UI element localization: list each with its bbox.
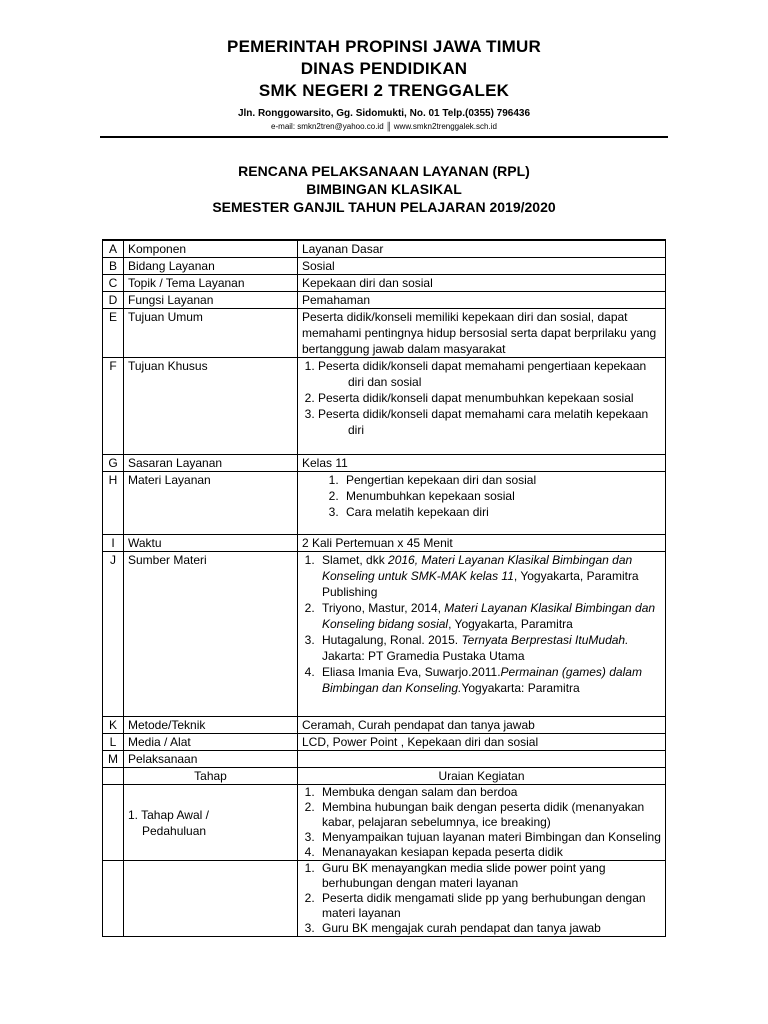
table-row (103, 455, 666, 472)
table-row (103, 751, 666, 768)
table-row (103, 535, 666, 552)
source-publisher: Jakarta: PT Gramedia Pustaka Utama (322, 649, 525, 663)
stage-label-line-1: 1. Tahap Awal / (128, 807, 209, 822)
row-value (298, 751, 666, 768)
table-row (103, 309, 666, 358)
col-header-uraian: Uraian Kegiatan (298, 768, 666, 785)
list-item: 1. Pengertian kepekaan diri dan sosial (342, 472, 661, 488)
row-code: H (103, 472, 124, 535)
source-publisher: Yogyakarta: Paramitra (461, 681, 580, 695)
list-item (318, 552, 661, 600)
sources-list (302, 552, 661, 696)
table-row (103, 292, 666, 309)
source-author: Eliasa Imania Eva, Suwarjo.2011. (322, 665, 501, 679)
activities-list (302, 861, 661, 936)
source-publisher: , Yogyakarta, Paramitra Publishing (322, 569, 639, 599)
row-value: 2 Kali Pertemuan x 45 Menit (298, 535, 666, 552)
list-item: 4. Menanayakan kesiapan kepada peserta didik (318, 845, 661, 860)
letterhead-divider (100, 136, 668, 138)
source-author: Slamet, dkk (322, 553, 389, 567)
letterhead-line-3: SMK NEGERI 2 TRENGGALEK (258, 81, 510, 100)
document-title (0, 162, 768, 216)
row-label: Topik / Tema Layanan (124, 275, 298, 292)
row-code: K (103, 717, 124, 734)
row-label: Tujuan Khusus (124, 358, 298, 455)
row-code: E (103, 309, 124, 358)
stage-activities (298, 785, 666, 861)
row-code: A (103, 240, 124, 258)
list-item: 3. Peserta didik/konseli dapat memahami cara melatih kepekaan diri (318, 406, 661, 438)
title-line-1: RENCANA PELAKSANAAN LAYANAN (RPL) (238, 163, 530, 179)
title-line-2: BIMBINGAN KLASIKAL (306, 181, 462, 197)
row-code: G (103, 455, 124, 472)
row-label: Bidang Layanan (124, 258, 298, 275)
row-value: Pemahaman (298, 292, 666, 309)
table-row (103, 785, 666, 861)
row-value (298, 552, 666, 717)
letterhead-address: Jln. Ronggowarsito, Gg. Sidomukti, No. 01 Telp.(0355) 796436 (237, 108, 531, 119)
stage-activities (298, 861, 666, 937)
rpl-table (102, 239, 666, 937)
row-label: Waktu (124, 535, 298, 552)
row-code: J (103, 552, 124, 717)
row-value: Ceramah, Curah pendapat dan tanya jawab (298, 717, 666, 734)
list-item: 1. Membuka dengan salam dan berdoa (318, 785, 661, 800)
row-code (103, 768, 124, 785)
row-label: Media / Alat (124, 734, 298, 751)
row-value: Peserta didik/konseli memiliki kepekaan diri dan sosial, dapat memahami pentingnya hidup bersosial serta dapat berprilaku yang bertanggung jawab dalam masyarakat (298, 309, 666, 358)
list-item: 3. Guru BK mengajak curah pendapat dan tanya jawab (318, 921, 661, 936)
row-label: Pelaksanaan (124, 751, 298, 768)
letterhead-line-2: DINAS PENDIDIKAN (300, 59, 468, 78)
row-code: L (103, 734, 124, 751)
row-label: Metode/Teknik (124, 717, 298, 734)
letterhead (0, 36, 768, 102)
row-value (298, 472, 666, 535)
list-item (318, 600, 661, 632)
stage-label (124, 861, 298, 937)
materials-list (302, 472, 661, 520)
list-item (318, 632, 661, 664)
table-row (103, 240, 666, 258)
letterhead-contact: e-mail: smkn2tren@yahoo.co.id ║ www.smkn2trenggalek.sch.id (271, 122, 497, 131)
row-label: Sasaran Layanan (124, 455, 298, 472)
list-item: 2. Peserta didik/konseli dapat menumbuhkan kepekaan sosial (318, 390, 661, 406)
objectives-list (302, 358, 661, 438)
row-label: Komponen (124, 240, 298, 258)
source-author: Triyono, Mastur, 2014, (322, 601, 445, 615)
row-label: Fungsi Layanan (124, 292, 298, 309)
list-item: 3. Cara melatih kepekaan diri (342, 504, 661, 520)
table-row (103, 258, 666, 275)
row-code: M (103, 751, 124, 768)
source-author: Hutagalung, Ronal. 2015. (322, 633, 462, 647)
letterhead-line-1: PEMERINTAH PROPINSI JAWA TIMUR (227, 37, 541, 56)
title-line-3: SEMESTER GANJIL TAHUN PELAJARAN 2019/2020 (212, 199, 556, 215)
row-value (298, 358, 666, 455)
row-value: Layanan Dasar (298, 240, 666, 258)
row-code: F (103, 358, 124, 455)
list-item: 2. Peserta didik mengamati slide pp yang berhubungan dengan materi layanan (318, 891, 661, 921)
row-code (103, 861, 124, 937)
table-row (103, 768, 666, 785)
row-value: Sosial (298, 258, 666, 275)
row-code: B (103, 258, 124, 275)
table-row (103, 358, 666, 455)
list-item: 1. Peserta didik/konseli dapat memahami pengertiaan kepekaan diri dan sosial (318, 358, 661, 390)
source-title: Materi Layanan Klasikal Bimbingan dan Konseling bidang sosial (322, 601, 656, 631)
table-row (103, 552, 666, 717)
col-header-tahap: Tahap (124, 768, 298, 785)
row-code: D (103, 292, 124, 309)
row-label: Tujuan Umum (124, 309, 298, 358)
table-row (103, 861, 666, 937)
source-title: 2016, Materi Layanan Klasikal Bimbingan dan Konseling untuk SMK-MAK kelas 11 (322, 553, 633, 583)
list-item: 1. Guru BK menayangkan media slide power point yang berhubungan dengan materi layanan (318, 861, 661, 891)
row-value: LCD, Power Point , Kepekaan diri dan sosial (298, 734, 666, 751)
row-value: Kepekaan diri dan sosial (298, 275, 666, 292)
row-code (103, 785, 124, 861)
table-row (103, 275, 666, 292)
list-item: 3. Menyampaikan tujuan layanan materi Bimbingan dan Konseling (318, 830, 661, 845)
table-row (103, 734, 666, 751)
list-item: 2. Menumbuhkan kepekaan sosial (342, 488, 661, 504)
source-title: Ternyata Berprestasi ItuMudah. (461, 633, 629, 647)
source-publisher: , Yogyakarta, Paramitra (448, 617, 573, 631)
stage-label-line-2: Pedahuluan (142, 823, 207, 838)
row-label: Sumber Materi (124, 552, 298, 717)
source-title: Permainan (games) dalam Bimbingan dan Konseling. (322, 665, 642, 695)
table-row (103, 472, 666, 535)
row-value: Kelas 11 (298, 455, 666, 472)
activities-list (302, 785, 661, 860)
list-item (318, 664, 661, 696)
table-row (103, 717, 666, 734)
stage-label (124, 785, 298, 861)
row-label: Materi Layanan (124, 472, 298, 535)
row-code: C (103, 275, 124, 292)
row-code: I (103, 535, 124, 552)
list-item: 2. Membina hubungan baik dengan peserta didik (menanyakan kabar, pelajaran sebelumnya, ice breaking) (318, 800, 661, 830)
